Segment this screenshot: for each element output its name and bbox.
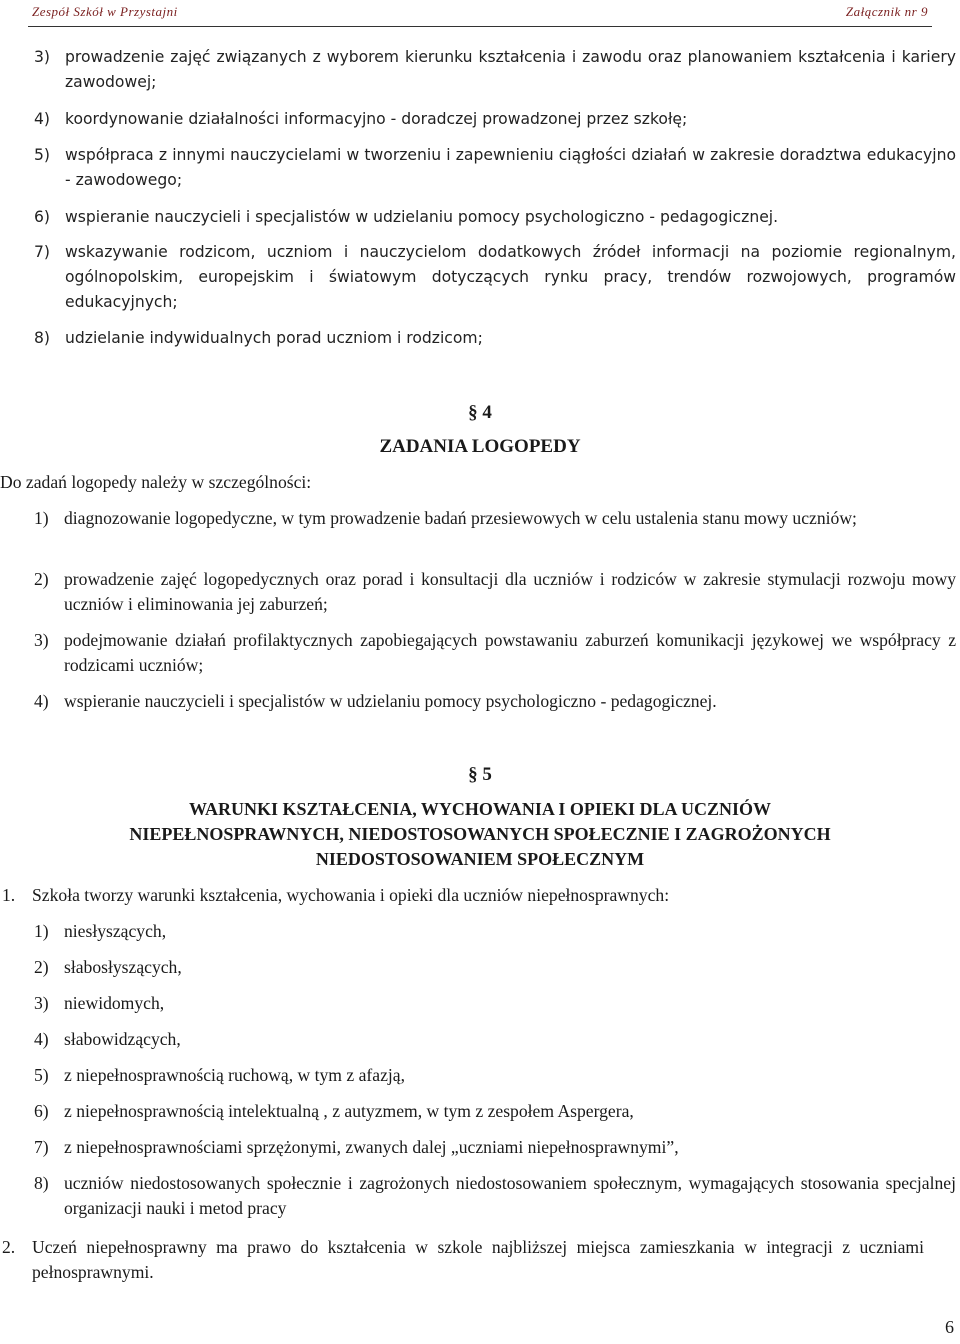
page-header	[28, 0, 932, 27]
page-number: 6	[945, 1317, 954, 1337]
section-5-title-line-1: WARUNKI KSZTAŁCENIA, WYCHOWANIA I OPIEKI DLA UCZNIÓW	[189, 799, 771, 819]
list-item: 5) współpraca z innymi nauczycielami w tworzeniu i zapewnieniu ciągłości działań w zakresie doradztwa edukacyjno - zawodowego;	[34, 146, 956, 189]
list-item: 6) wspieranie nauczycieli i specjalistów w udzielaniu pomocy psychologiczno - pedagogicznej.	[34, 208, 779, 226]
section-4-intro: Do zadań logopedy należy w szczególności:	[0, 472, 312, 492]
list-item: 3) podejmowanie działań profilaktycznych zapobiegających powstawaniu zaburzeń komunikacji językowej we współpracy z rodzicami uczniów;	[34, 630, 956, 675]
list-item: 3) niewidomych,	[34, 993, 165, 1013]
list-item: 5) z niepełnosprawnością ruchową, w tym z afazją,	[34, 1065, 405, 1085]
list-item: 1) diagnozowanie logopedyczne, w tym prowadzenie badań przesiewowych w celu ustalenia stanu mowy uczniów;	[34, 508, 857, 528]
list-item: 7) wskazywanie rodzicom, uczniom i nauczycielom dodatkowych źródeł informacji na poziomie regionalnym, ogólnopolskim, europejskim i światowym dotyczących rynku pracy, trendów rozwojowych, programów edukacyjnych;	[34, 243, 956, 311]
header-school-name: Zespół Szkół w Przystajni	[32, 4, 178, 19]
header-attachment-label: Załącznik nr 9	[845, 4, 928, 19]
list-item: 7) z niepełnosprawnościami sprzężonymi, zwanych dalej „uczniami niepełnosprawnymi”,	[34, 1137, 679, 1157]
numbered-paragraph: 1. Szkoła tworzy warunki kształcenia, wychowania i opieki dla uczniów niepełnosprawnych:	[2, 885, 670, 905]
section-5-number: § 5	[468, 764, 492, 785]
list-item: 3) prowadzenie zajęć związanych z wyborem kierunku kształcenia i zawodu oraz planowaniem kształcenia i kariery zawodowej;	[34, 48, 956, 91]
list-item: 2) słabosłyszących,	[34, 957, 182, 977]
list-item: 4) słabowidzących,	[34, 1029, 181, 1049]
list-item: 2) prowadzenie zajęć logopedycznych oraz porad i konsultacji dla uczniów i rodziców w zakresie stymulacji rozwoju mowy uczniów i eliminowania jej zaburzeń;	[34, 569, 956, 614]
section-5-title-line-3: NIEDOSTOSOWANIEM SPOŁECZNYM	[315, 849, 645, 869]
list-item: 1) niesłyszących,	[34, 921, 167, 941]
section-5-title-line-2: NIEPEŁNOSPRAWNYCH, NIEDOSTOSOWANYCH SPOŁECZNIE I ZAGROŻONYCH	[129, 824, 831, 844]
list-item: 8) uczniów niedostosowanych społecznie i zagrożonych niedostosowaniem społecznym, wymagających stosowania specjalnej organizacji nauki i metod pracy	[34, 1173, 956, 1218]
list-item: 6) z niepełnosprawnością intelektualną , z autyzmem, w tym z zespołem Aspergera,	[34, 1101, 634, 1121]
list-item: 8) udzielanie indywidualnych porad uczniom i rodzicom;	[34, 329, 483, 347]
numbered-paragraph: 2. Uczeń niepełnosprawny ma prawo do kształcenia w szkole najbliższej miejsca zamieszkania w integracji z uczniami pełnosprawnymi.	[2, 1237, 924, 1282]
list-item: 4) wspieranie nauczycieli i specjalistów w udzielaniu pomocy psychologiczno - pedagogicznej.	[34, 691, 717, 711]
list-item: 4) koordynowanie działalności informacyjno - doradczej prowadzonej przez szkołę;	[34, 110, 688, 128]
section-4-title: ZADANIA LOGOPEDY	[379, 436, 581, 457]
section-4-number: § 4	[468, 402, 492, 423]
